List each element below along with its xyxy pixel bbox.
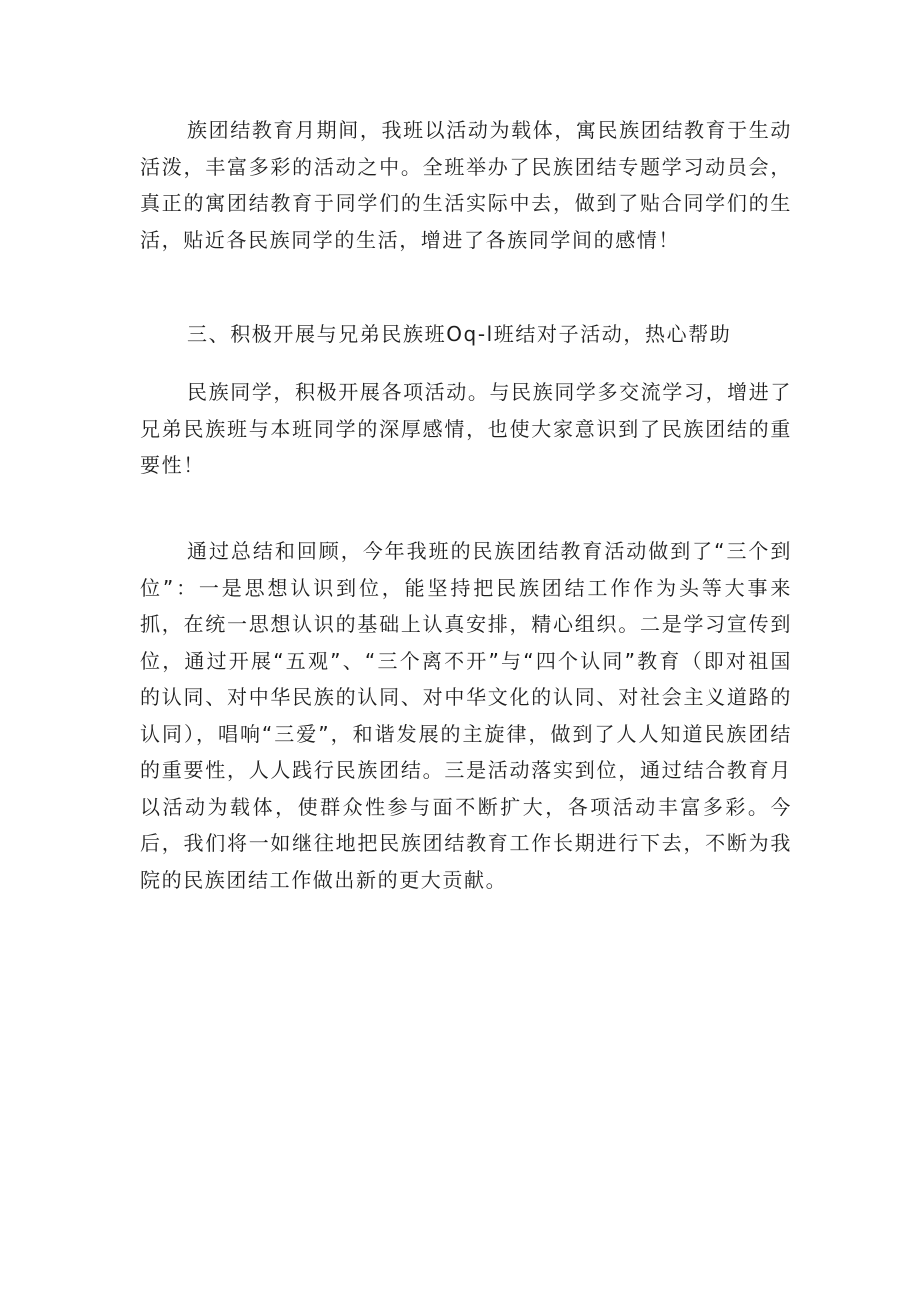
paragraph-help-ethnic-students: 民族同学，积极开展各项活动。与民族同学多交流学习，增进了兄弟民族班与本班同学的深厚感情，也使大家意识到了民族团结的重要性！	[140, 380, 792, 477]
paragraph-ethnic-unity-month: 族团结教育月期间，我班以活动为载体，寓民族团结教育于生动活泼，丰富多彩的活动之中。全班举办了民族团结专题学习动员会，真正的寓团结教育于同学们的生活实际中去，做到了贴合同学们的生活，贴近各民族同学的生活，增进了各族同学间的感情！	[140, 118, 792, 252]
paragraph-summary-three-in-place: 通过总结和回顾，今年我班的民族团结教育活动做到了“三个到位”：一是思想认识到位，能坚持把民族团结工作作为头等大事来抓，在统一思想认识的基础上认真安排，精心组织。二是学习宣传到位，通过开展“五观”、“三个离不开”与“四个认同”教育（即对祖国的认同、对中华民族的认同、对中华文化的认同、对社会主义道路的认同），唱响“三爱”，和谐发展的主旋律，做到了人人知道民族团结的重要性，人人践行民族团结。三是活动落实到位，通过结合教育月以活动为载体，使群众性参与面不断扩大，各项活动丰富多彩。今后，我们将一如继往地把民族团结教育工作长期进行下去，不断为我院的民族团结工作做出新的更大贡献。	[140, 539, 792, 892]
section-heading-pairing-activity: 三、积极开展与兄弟民族班Oq-l班结对子活动，热心帮助	[187, 322, 732, 346]
